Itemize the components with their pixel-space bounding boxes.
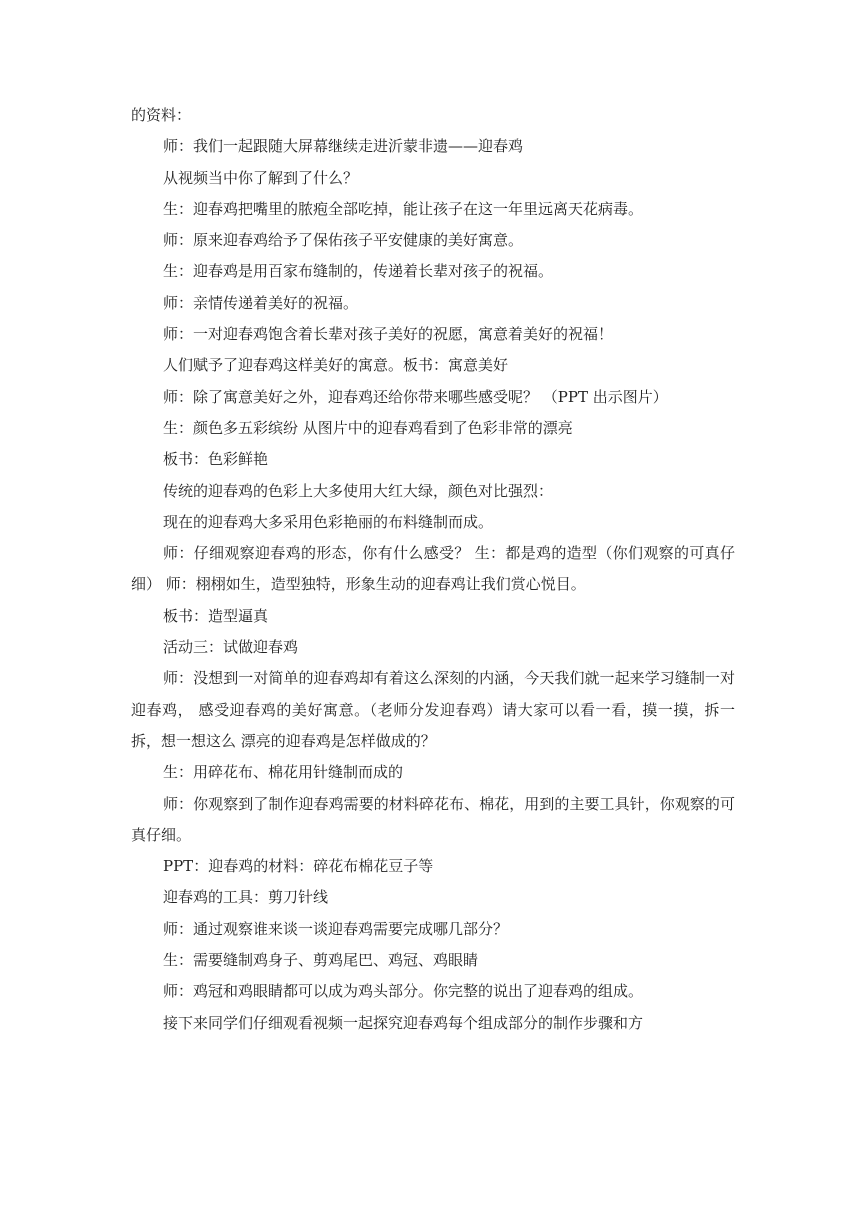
paragraph: 现在的迎春鸡大多采用色彩艳丽的布料缝制而成。	[163, 512, 494, 531]
paragraph: 接下来同学们仔细观看视频一起探究迎春鸡每个组成部分的制作步骤和方	[163, 1013, 644, 1032]
paragraph: 师：亲情传递着美好的祝福。	[163, 293, 359, 312]
paragraph: 生：颜色多五彩缤纷 从图片中的迎春鸡看到了色彩非常的漂亮	[163, 418, 573, 437]
paragraph: 迎春鸡的工具：剪刀针线	[163, 888, 329, 907]
paragraph: 师：没想到一对简单的迎春鸡却有着这么深刻的内涵，今天我们就一起来学习缝制一对迎春鸡， 感受迎春鸡的美好寓意。（老师分发迎春鸡）请大家可以看一看，摸一摸，拆一拆，想一想这么 漂亮的迎春鸡是怎样做成的？	[131, 669, 735, 750]
paragraph: 板书：色彩鲜艳	[163, 450, 269, 469]
paragraph: 师：除了寓意美好之外，迎春鸡还给你带来哪些感受呢？ （PPT 出示图片）	[163, 387, 668, 406]
paragraph: PPT：迎春鸡的材料：碎花布棉花豆子等	[163, 857, 434, 876]
paragraph: 生：需要缝制鸡身子、剪鸡尾巴、鸡冠、鸡眼睛	[163, 951, 479, 970]
paragraph: 生：迎春鸡是用百家布缝制的，传递着长辈对孩子的祝福。	[163, 262, 554, 281]
paragraph: 活动三：试做迎春鸡	[163, 638, 299, 657]
paragraph: 从视频当中你了解到了什么？	[163, 168, 359, 187]
paragraph: 师：原来迎春鸡给予了保佑孩子平安健康的美好寓意。	[163, 231, 524, 250]
paragraph: 师：鸡冠和鸡眼睛都可以成为鸡头部分。你完整的说出了迎春鸡的组成。	[163, 982, 644, 1001]
paragraph: 师：你观察到了制作迎春鸡需要的材料碎花布、棉花，用到的主要工具针，你观察的可真仔细。	[131, 794, 735, 844]
paragraph: 师：仔细观察迎春鸡的形态，你有什么感受？ 生：都是鸡的造型（你们观察的可真仔细） 师：栩栩如生，造型独特，形象生动的迎春鸡让我们赏心悦目。	[131, 544, 735, 594]
paragraph: 师：通过观察谁来谈一谈迎春鸡需要完成哪几部分？	[163, 919, 509, 938]
document-body	[131, 100, 735, 1039]
paragraph: 传统的迎春鸡的色彩上大多使用大红大绿，颜色对比强烈：	[163, 481, 554, 500]
paragraph: 板书：造型逼真	[163, 606, 269, 625]
paragraph: 师：我们一起跟随大屏幕继续走进沂蒙非遗——迎春鸡	[163, 137, 524, 156]
paragraph: 生：用碎花布、棉花用针缝制而成的	[163, 763, 404, 782]
paragraph: 人们赋予了迎春鸡这样美好的寓意。板书：寓意美好	[163, 356, 509, 375]
paragraph-continuation: 的资料：	[131, 106, 192, 124]
paragraph: 师：一对迎春鸡饱含着长辈对孩子美好的祝愿，寓意着美好的祝福！	[163, 325, 614, 344]
paragraph: 生：迎春鸡把嘴里的脓疱全部吃掉，能让孩子在这一年里远离天花病毒。	[163, 199, 644, 218]
